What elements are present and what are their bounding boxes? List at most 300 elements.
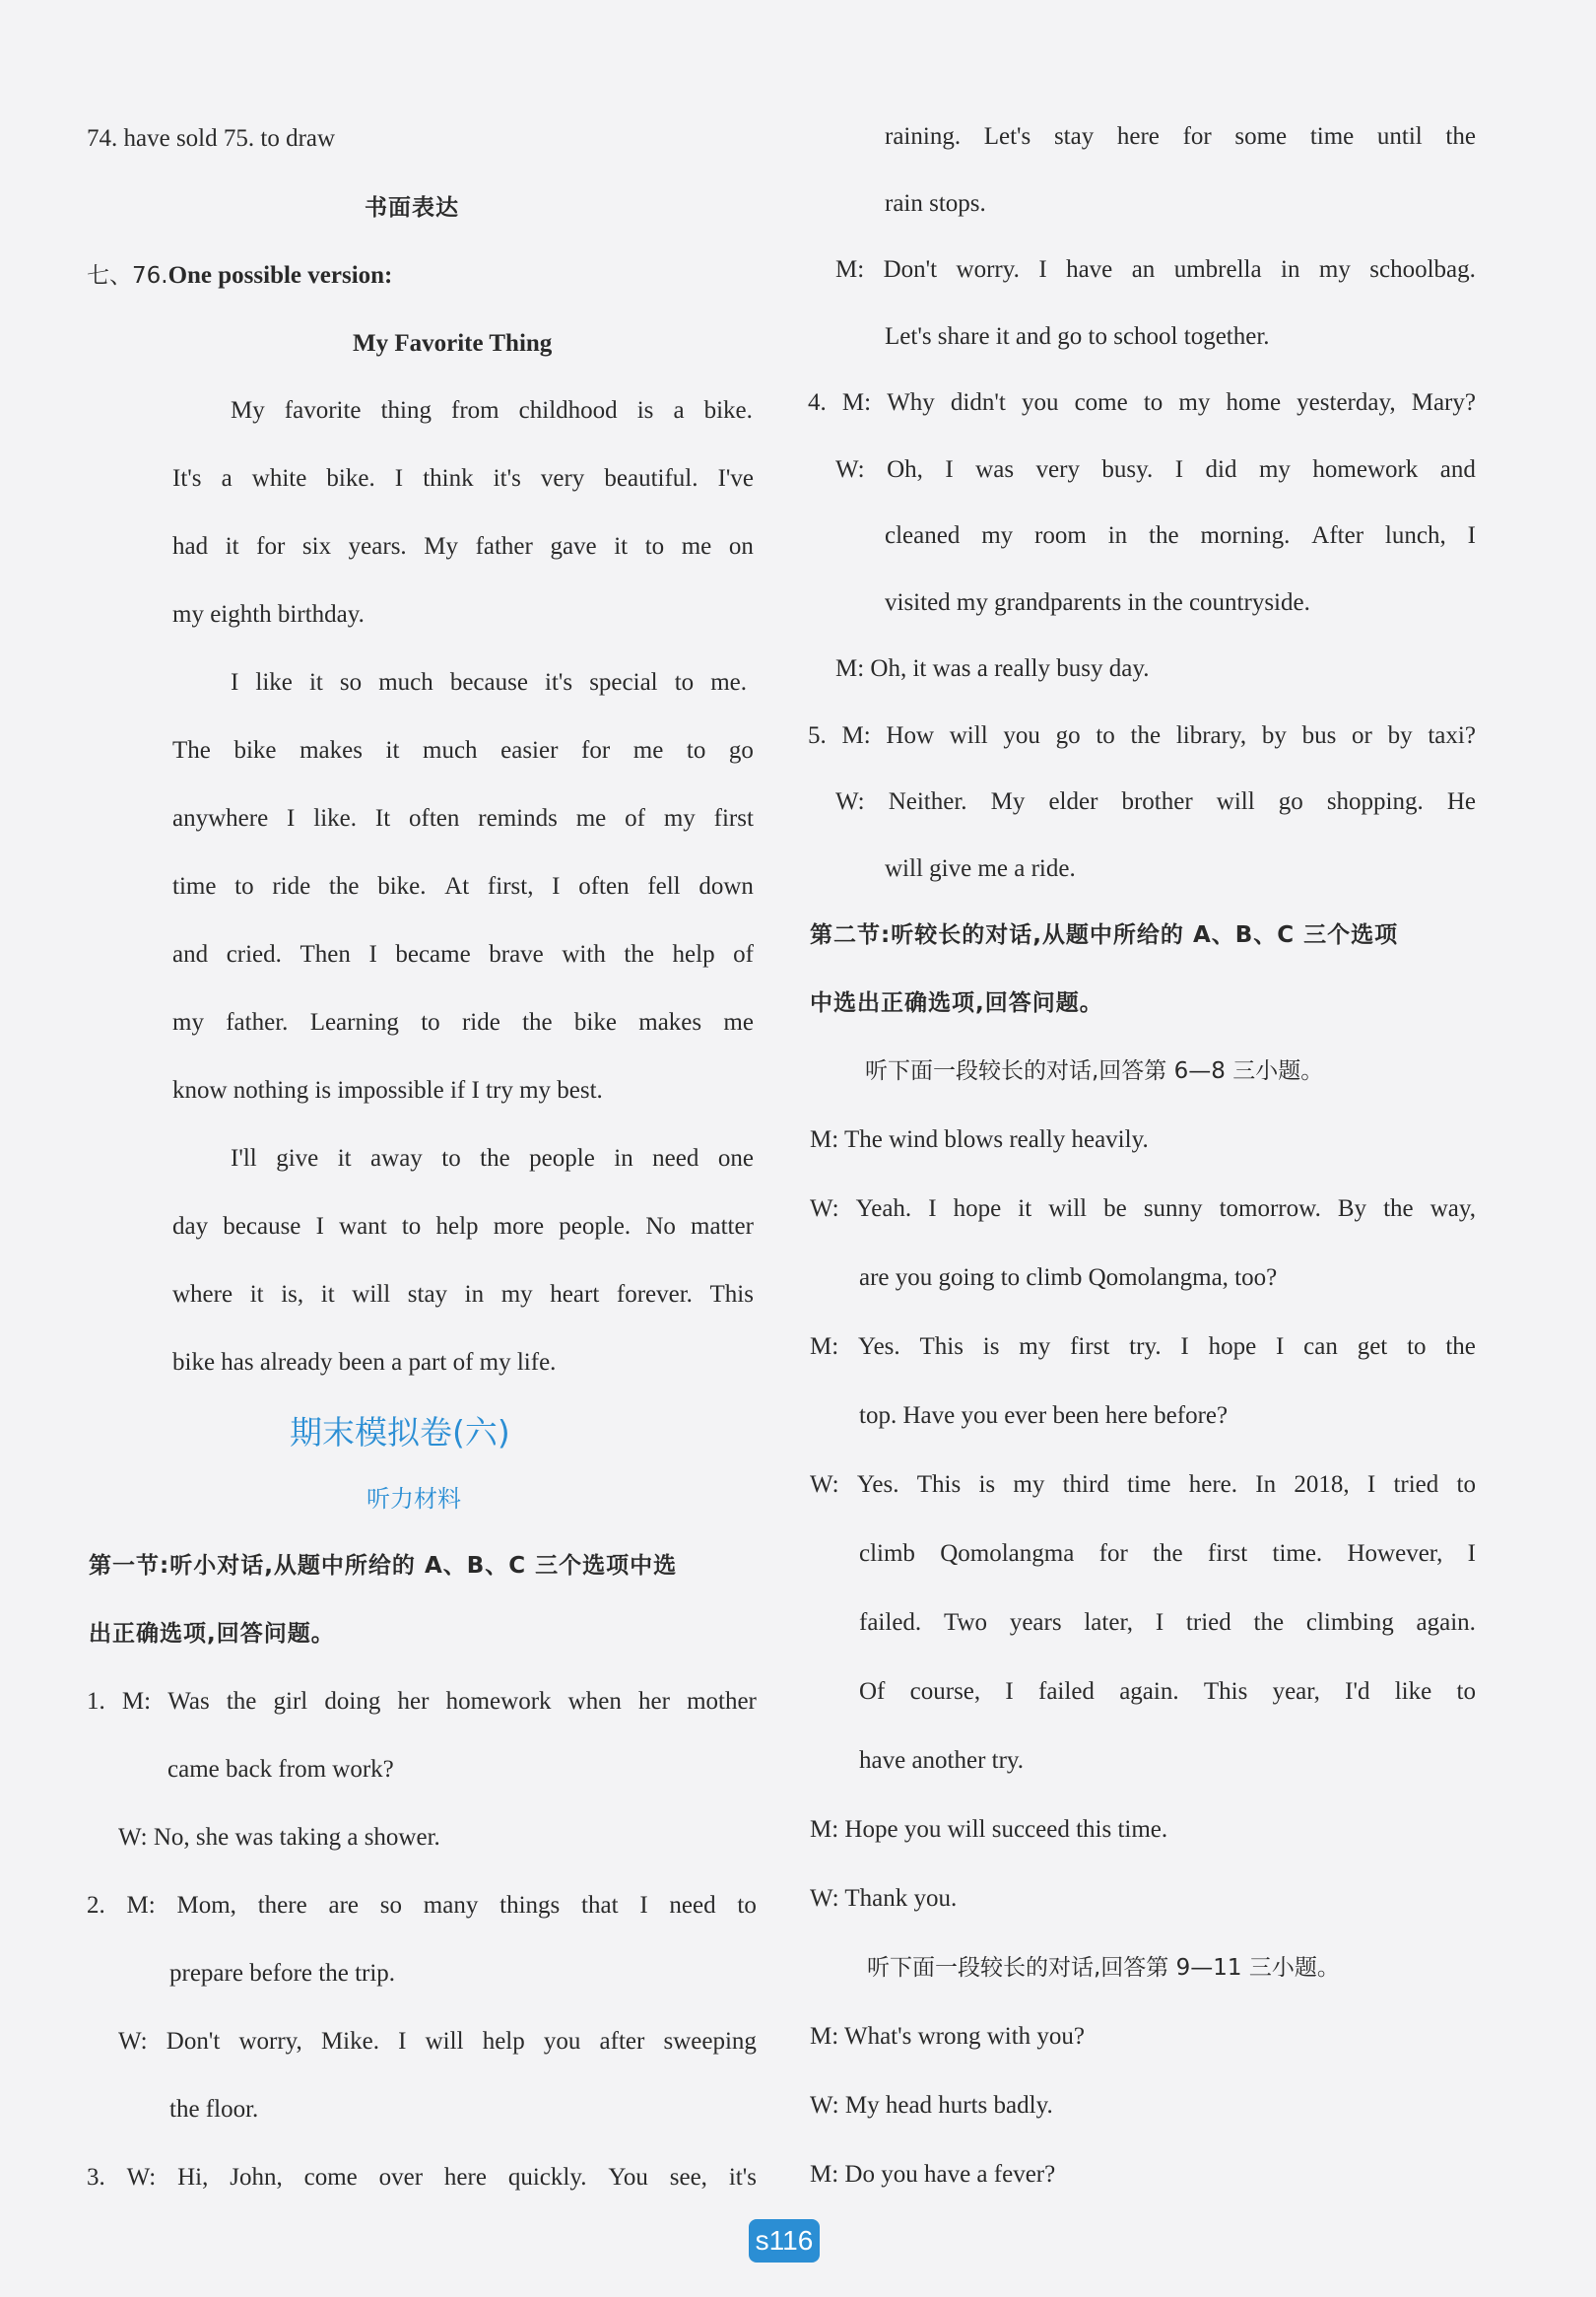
word: hope	[953, 1195, 1002, 1222]
essay-title: My Favorite Thing	[353, 330, 553, 357]
dialog-line	[859, 1675, 1476, 1709]
essay-line	[231, 666, 747, 700]
word: so	[379, 1892, 403, 1919]
word: I	[1180, 1333, 1189, 1360]
word: over	[378, 2164, 424, 2191]
section1-line: 出正确选项,回答问题。	[89, 1621, 335, 1647]
word: to	[686, 737, 706, 764]
dialog-line	[118, 2025, 757, 2059]
word: in	[464, 1281, 485, 1308]
dialog-line	[87, 2161, 757, 2195]
word: from	[451, 397, 499, 424]
word: give	[276, 1145, 319, 1172]
word: shopping.	[1326, 788, 1424, 815]
word: Qomolangma	[940, 1540, 1075, 1567]
word: M:	[121, 1688, 152, 1715]
word: in	[1107, 522, 1128, 549]
word: to	[1456, 1471, 1476, 1498]
word: one	[717, 1145, 754, 1172]
word: I	[1366, 1471, 1376, 1498]
word: bike	[573, 1009, 617, 1036]
word: 3.	[87, 2164, 105, 2191]
dialog-line	[885, 120, 1476, 154]
word: sunny	[1143, 1195, 1203, 1222]
word: very	[1035, 456, 1080, 483]
word: often	[578, 873, 630, 900]
word: 2018,	[1294, 1471, 1350, 1498]
essay-line	[231, 1142, 754, 1176]
word: special	[589, 669, 658, 696]
word: It	[374, 805, 391, 832]
essay-line	[172, 1210, 754, 1244]
word: became	[395, 941, 471, 968]
word: anywhere	[172, 805, 269, 832]
word: the	[1445, 1333, 1476, 1360]
dialog-line	[808, 386, 1476, 420]
word: After	[1311, 522, 1364, 549]
word: John,	[230, 2164, 283, 2191]
word: people.	[559, 1213, 632, 1240]
essay-line: my eighth birthday.	[172, 601, 365, 628]
word: homework	[445, 1688, 552, 1715]
word: Yeah.	[855, 1195, 912, 1222]
word: for	[256, 533, 286, 560]
word: I	[315, 1213, 324, 1240]
word: years	[1009, 1609, 1062, 1636]
writing-heading: 书面表达	[365, 195, 459, 221]
word: and	[172, 941, 209, 968]
dialog-line: prepare before the trip.	[169, 1960, 396, 1987]
word: help	[672, 941, 715, 968]
word: sweeping	[663, 2028, 757, 2055]
word: down	[698, 873, 754, 900]
word: like	[255, 669, 293, 696]
essay-line	[172, 462, 754, 496]
word: it	[337, 1145, 352, 1172]
word: it's	[545, 669, 573, 696]
word: again.	[1416, 1609, 1476, 1636]
word: 4.	[808, 389, 827, 416]
word: This	[709, 1281, 754, 1308]
word: after	[599, 2028, 645, 2055]
word: go	[1278, 788, 1303, 815]
q76-label: One possible version:	[167, 262, 393, 289]
word: and	[1439, 456, 1476, 483]
word: brother	[1121, 788, 1193, 815]
q76-prefix: 七、76.	[87, 263, 168, 289]
word: of	[733, 941, 754, 968]
word: the	[1153, 1540, 1183, 1567]
word: gave	[550, 533, 597, 560]
word: Of	[859, 1678, 886, 1705]
word: come	[303, 2164, 358, 2191]
word: of	[625, 805, 645, 832]
word: some	[1234, 123, 1288, 150]
word: elder	[1048, 788, 1098, 815]
word: childhood	[518, 397, 618, 424]
word: tried	[1185, 1609, 1231, 1636]
word: because	[449, 669, 528, 696]
essay-line	[172, 530, 754, 564]
word: I	[1038, 256, 1047, 283]
word: stay	[1053, 123, 1095, 150]
word: Don't	[166, 2028, 221, 2055]
section1-line: 第一节:听小对话,从题中所给的 A、B、C 三个选项中选	[89, 1553, 678, 1579]
word: Mary?	[1411, 389, 1476, 416]
dialog-line	[87, 1889, 757, 1923]
word: I	[231, 669, 239, 696]
word: M:	[841, 389, 872, 416]
word: home	[1226, 389, 1282, 416]
word: I	[1467, 1540, 1476, 1567]
dialog-line: W: My head hurts badly.	[810, 2092, 1053, 2119]
word: No	[645, 1213, 676, 1240]
essay-line: bike has already been a part of my life.	[172, 1349, 557, 1376]
word: tried	[1393, 1471, 1439, 1498]
word: tomorrow.	[1219, 1195, 1321, 1222]
word: W:	[810, 1195, 839, 1222]
word: Was	[167, 1688, 210, 1715]
word: stay	[407, 1281, 448, 1308]
word: you	[1003, 722, 1040, 749]
dialog-line: visited my grandparents in the countryside.	[885, 589, 1310, 616]
essay-line	[172, 1006, 754, 1040]
word: library,	[1175, 722, 1247, 749]
word: Mike.	[320, 2028, 379, 2055]
section2-line: 中选出正确选项,回答问题。	[810, 990, 1103, 1016]
word: Learning	[309, 1009, 399, 1036]
dialog-line	[859, 1537, 1476, 1571]
instruction-line: 听下面一段较长的对话,回答第 9—11 三小题。	[867, 1955, 1340, 1981]
word: with	[562, 941, 606, 968]
word: forever.	[616, 1281, 693, 1308]
word: However,	[1347, 1540, 1443, 1567]
dialog-line: will give me a ride.	[885, 855, 1076, 882]
word: again.	[1119, 1678, 1179, 1705]
word: my	[500, 1281, 533, 1308]
q76-line	[87, 259, 392, 293]
word: be	[1103, 1195, 1127, 1222]
word: more	[493, 1213, 545, 1240]
word: Mom,	[176, 1892, 236, 1919]
word: my	[663, 805, 696, 832]
word: think	[423, 465, 474, 492]
word: will	[1048, 1195, 1088, 1222]
word: father	[475, 533, 533, 560]
word: away	[370, 1145, 423, 1172]
word: get	[1357, 1333, 1388, 1360]
word: ride	[272, 873, 311, 900]
word: to	[737, 1892, 757, 1919]
word: cleaned	[885, 522, 961, 549]
word: He	[1446, 788, 1476, 815]
word: I	[928, 1195, 937, 1222]
word: want	[339, 1213, 387, 1240]
word: 1.	[87, 1688, 105, 1715]
word: way,	[1430, 1195, 1476, 1222]
word: my	[1178, 389, 1211, 416]
word: year,	[1272, 1678, 1320, 1705]
word: it's	[493, 465, 521, 492]
word: I	[394, 465, 404, 492]
dialog-line	[808, 719, 1476, 753]
word: I	[1155, 1609, 1164, 1636]
word: go	[728, 737, 754, 764]
word: go	[1055, 722, 1081, 749]
word: it's	[728, 2164, 757, 2191]
dialog-line: M: Hope you will succeed this time.	[810, 1816, 1168, 1843]
word: failed	[1038, 1678, 1095, 1705]
dialog-line: Let's share it and go to school together.	[885, 323, 1270, 350]
dialog-line: have another try.	[859, 1747, 1025, 1774]
dialog-line: M: The wind blows really heavily.	[810, 1126, 1149, 1153]
word: me.	[710, 669, 747, 696]
word: Why	[887, 389, 935, 416]
word: first,	[487, 873, 534, 900]
word: Hi,	[177, 2164, 209, 2191]
word: My	[990, 788, 1026, 815]
word: I'll	[231, 1145, 257, 1172]
word: first	[713, 805, 754, 832]
word: Yes.	[858, 1333, 900, 1360]
word: the	[480, 1145, 510, 1172]
word: later,	[1084, 1609, 1134, 1636]
word: here	[443, 2164, 487, 2191]
word: The	[172, 737, 211, 764]
word: didn't	[950, 389, 1006, 416]
word: can	[1303, 1333, 1338, 1360]
word: father.	[226, 1009, 289, 1036]
page-number: s116	[749, 2219, 820, 2263]
word: mother	[687, 1688, 757, 1715]
word: bus	[1301, 722, 1337, 749]
word: I	[639, 1892, 648, 1919]
dialog-line: M: Oh, it was a really busy day.	[835, 655, 1150, 682]
dialog-line	[835, 453, 1476, 487]
word: the	[624, 941, 654, 968]
word: until	[1376, 123, 1423, 150]
word: time	[1127, 1471, 1171, 1498]
word: time	[1309, 123, 1355, 150]
word: Two	[943, 1609, 988, 1636]
word: M:	[835, 256, 865, 283]
word: much	[378, 669, 433, 696]
word: I	[1467, 522, 1476, 549]
word: How	[886, 722, 935, 749]
word: have	[1066, 256, 1113, 283]
dialog-line: the floor.	[169, 2096, 259, 2123]
word: to	[644, 533, 665, 560]
word: schoolbag.	[1369, 256, 1476, 283]
word: it	[320, 1281, 335, 1308]
word: failed.	[859, 1609, 922, 1636]
exam-title: 期末模拟卷(六)	[290, 1413, 510, 1452]
word: in	[614, 1145, 633, 1172]
word: the	[1149, 522, 1179, 549]
dialog-line: M: Do you have a fever?	[810, 2161, 1056, 2188]
word: My	[231, 397, 265, 424]
word: third	[1062, 1471, 1109, 1498]
dialog-line: rain stops.	[885, 190, 986, 217]
dialog-line	[835, 785, 1476, 819]
word: In	[1255, 1471, 1277, 1498]
word: bike.	[326, 465, 375, 492]
word: my	[1019, 1333, 1051, 1360]
word: here	[1116, 123, 1160, 150]
word: It's	[172, 465, 202, 492]
word: W:	[835, 788, 865, 815]
word: the	[1445, 123, 1476, 150]
word: will	[425, 2028, 464, 2055]
word: the	[522, 1009, 553, 1036]
dialog-line	[87, 1685, 757, 1719]
word: need	[669, 1892, 716, 1919]
word: homework	[1312, 456, 1419, 483]
word: I	[1005, 1678, 1014, 1705]
word: day	[172, 1213, 209, 1240]
word: white	[251, 465, 307, 492]
word: morning.	[1200, 522, 1291, 549]
word: I'd	[1345, 1678, 1370, 1705]
word: climb	[859, 1540, 915, 1567]
dialog-line	[859, 1606, 1476, 1640]
word: lunch,	[1384, 522, 1446, 549]
word: to	[234, 873, 254, 900]
word: me	[632, 737, 664, 764]
word: to	[441, 1145, 461, 1172]
word: course,	[909, 1678, 981, 1705]
word: My	[424, 533, 458, 560]
word: time.	[1272, 1540, 1323, 1567]
dialog-line: are you going to climb Qomolangma, too?	[859, 1264, 1278, 1291]
word: reminds	[478, 805, 558, 832]
word: my	[172, 1009, 204, 1036]
word: I	[368, 941, 377, 968]
listening-title: 听力材料	[366, 1485, 461, 1513]
word: I	[398, 2028, 407, 2055]
word: is	[636, 397, 654, 424]
dialog-line: M: What's wrong with you?	[810, 2023, 1086, 2050]
dialog-line: came back from work?	[167, 1756, 394, 1783]
word: Let's	[983, 123, 1031, 150]
word: raining.	[885, 123, 962, 150]
word: You	[608, 2164, 648, 2191]
word: the	[1253, 1609, 1285, 1636]
dialog-line	[885, 519, 1476, 553]
essay-line	[172, 734, 754, 768]
word: quickly.	[507, 2164, 587, 2191]
word: brave	[489, 941, 544, 968]
word: climbing	[1305, 1609, 1394, 1636]
word: here.	[1188, 1471, 1238, 1498]
word: to	[1407, 1333, 1427, 1360]
word: beautiful.	[604, 465, 698, 492]
word: to	[1456, 1678, 1476, 1705]
word: first	[1070, 1333, 1110, 1360]
word: me	[681, 533, 712, 560]
word: need	[652, 1145, 699, 1172]
word: At	[444, 873, 470, 900]
word: Then	[299, 941, 351, 968]
word: girl	[273, 1688, 308, 1715]
instruction-line: 听下面一段较长的对话,回答第 6—8 三小题。	[865, 1058, 1324, 1084]
word: see,	[669, 2164, 707, 2191]
word: is	[982, 1333, 1000, 1360]
word: my	[1318, 256, 1351, 283]
word: it	[225, 533, 239, 560]
word: by	[1387, 722, 1413, 749]
word: will	[949, 722, 988, 749]
word: room	[1034, 522, 1087, 549]
word: did	[1205, 456, 1237, 483]
word: makes	[299, 737, 363, 764]
word: for	[1098, 1540, 1128, 1567]
word: I	[1276, 1333, 1285, 1360]
word: my	[1013, 1471, 1045, 1498]
essay-line: know nothing is impossible if I try my best.	[172, 1077, 603, 1104]
word: worry,	[238, 2028, 302, 2055]
word: her	[397, 1688, 430, 1715]
word: it	[308, 669, 323, 696]
word: where	[172, 1281, 233, 1308]
word: bike	[233, 737, 277, 764]
word: for	[581, 737, 611, 764]
word: in	[1281, 256, 1300, 283]
word: W:	[835, 456, 865, 483]
dialog-line	[810, 1468, 1476, 1502]
word: is	[978, 1471, 996, 1498]
word: I	[287, 805, 296, 832]
word: M:	[126, 1892, 156, 1919]
word: I've	[717, 465, 754, 492]
word: me	[723, 1009, 754, 1036]
essay-line	[172, 870, 754, 904]
word: favorite	[284, 397, 362, 424]
word: M:	[810, 1333, 839, 1360]
word: for	[1182, 123, 1212, 150]
essay-line	[231, 394, 753, 428]
word: This	[919, 1333, 964, 1360]
dialog-line	[810, 1330, 1476, 1364]
word: had	[172, 533, 209, 560]
word: to	[1143, 389, 1164, 416]
word: thing	[380, 397, 432, 424]
essay-line	[172, 1278, 754, 1312]
word: you	[1021, 389, 1059, 416]
word: help	[482, 2028, 525, 2055]
word: will	[352, 1281, 391, 1308]
word: bike.	[377, 873, 427, 900]
word: so	[339, 669, 363, 696]
word: it	[1018, 1195, 1032, 1222]
word: yesterday,	[1297, 389, 1396, 416]
word: my	[1258, 456, 1291, 483]
word: help	[435, 1213, 479, 1240]
word: there	[257, 1892, 307, 1919]
word: 2.	[87, 1892, 105, 1919]
word: hope	[1208, 1333, 1257, 1360]
word: I	[945, 456, 954, 483]
word: often	[409, 805, 460, 832]
word: by	[1261, 722, 1287, 749]
word: come	[1074, 389, 1128, 416]
word: I	[1174, 456, 1184, 483]
word: doing	[324, 1688, 381, 1715]
word: a	[673, 397, 685, 424]
word: years.	[348, 533, 407, 560]
word: Yes.	[856, 1471, 899, 1498]
word: was	[975, 456, 1015, 483]
